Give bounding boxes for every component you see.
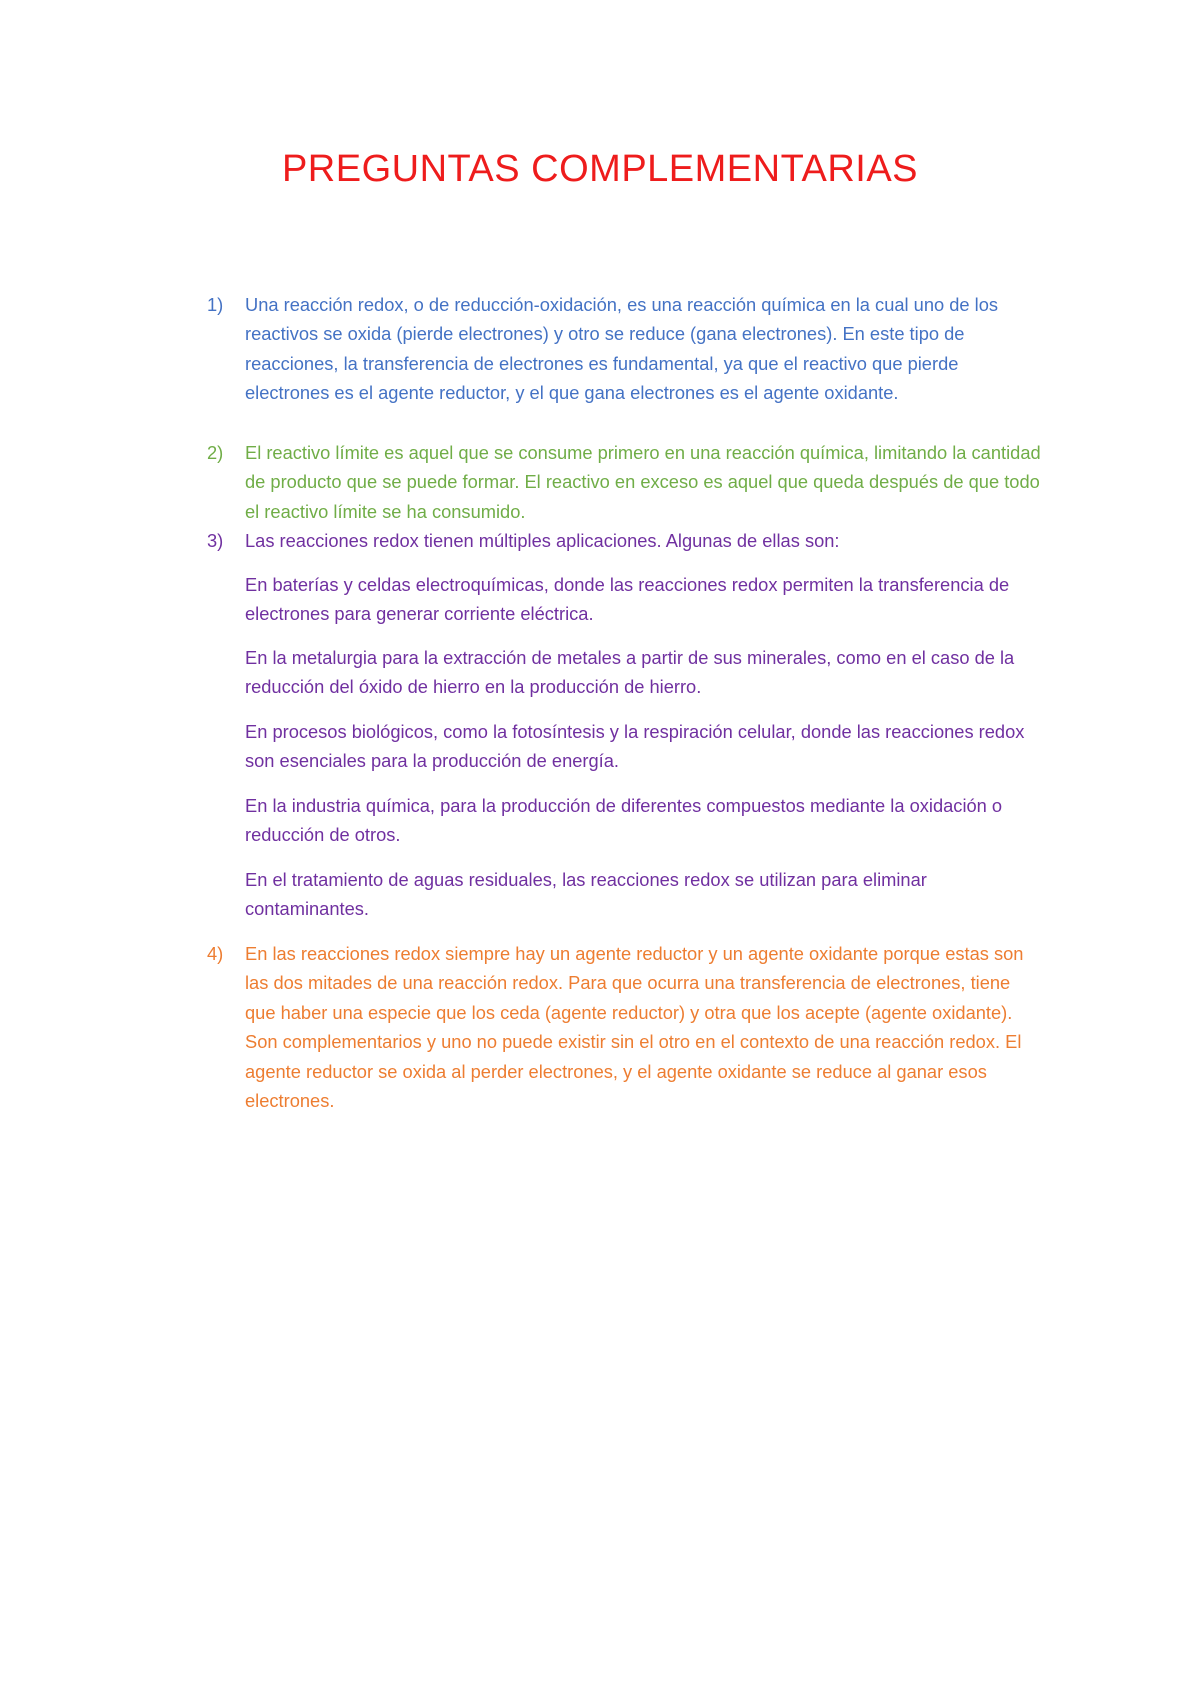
question-text: Una reacción redox, o de reducción-oxidación, es una reacción química en la cual uno de los reactivos se oxida (pierde electrones) y otro se reduce (gana electrones). En este tipo de reacciones, la transferencia de electrones es fundamental, ya que el reactivo que pierde electrones es el agente reductor, y el que gana electrones es el agente oxidante.	[245, 294, 999, 404]
page-title: PREGUNTAS COMPLEMENTARIAS	[281, 148, 919, 190]
question-number: 1)	[207, 294, 224, 315]
question-1	[207, 290, 1042, 408]
application-wastewater: En el tratamiento de aguas residuales, las reacciones redox se utilizan para eliminar contaminantes.	[245, 869, 927, 920]
question-number: 4)	[207, 943, 224, 964]
question-text: Las reacciones redox tienen múltiples aplicaciones. Algunas de ellas son:	[245, 530, 840, 551]
question-number: 3)	[207, 530, 224, 551]
application-batteries: En baterías y celdas electroquímicas, donde las reacciones redox permiten la transferencia de electrones para generar corriente eléctrica.	[245, 574, 1010, 625]
application-biological: En procesos biológicos, como la fotosíntesis y la respiración celular, donde las reacciones redox son esenciales para la producción de energía.	[245, 721, 1025, 772]
question-2	[207, 438, 1042, 526]
question-text: El reactivo límite es aquel que se consume primero en una reacción química, limitando la cantidad de producto que se puede formar. El reactivo en exceso es aquel que queda después de que todo el reactivo límite se ha consumido.	[245, 442, 1041, 522]
question-text: En las reacciones redox siempre hay un agente reductor y un agente oxidante porque estas son las dos mitades de una reacción redox. Para que ocurra una transferencia de electrones, tiene que haber una especie que los ceda (agente reductor) y otra que los acepte (agente oxidante). Son complementarios y uno no puede existir sin el otro en el contexto de una reacción redox. El agente reductor se oxida al perder electrones, y el agente oxidante se reduce al ganar esos electrones.	[245, 943, 1024, 1112]
question-4	[207, 939, 1042, 1115]
application-chemical-industry: En la industria química, para la producción de diferentes compuestos mediante la oxidación o reducción de otros.	[245, 795, 1003, 846]
application-metallurgy: En la metalurgia para la extracción de metales a partir de sus minerales, como en el caso de la reducción del óxido de hierro en la producción de hierro.	[245, 647, 1015, 698]
question-number: 2)	[207, 442, 224, 463]
question-3	[207, 526, 1042, 555]
